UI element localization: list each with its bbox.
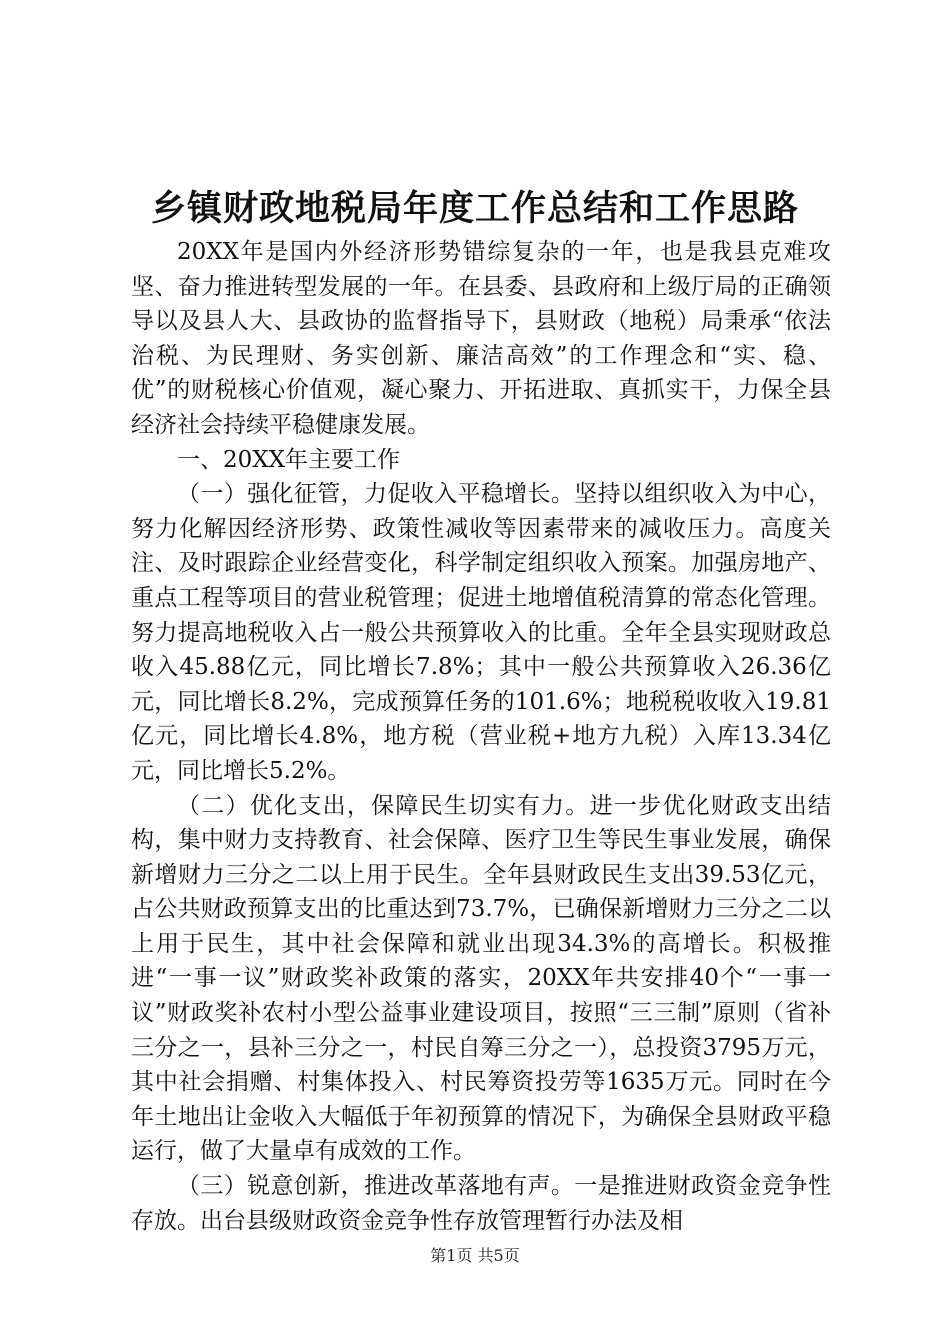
- section-paragraph-reform: （三）锐意创新，推进改革落地有声。一是推进财政资金竞争性存放。出台县级财政资金竞争性存放管理暂行办法及相: [131, 1173, 831, 1234]
- page-footer: 第1页 共5页: [430, 1246, 520, 1265]
- document-body: [131, 235, 831, 1238]
- section-heading: 一、20XX年主要工作: [177, 446, 401, 473]
- section-paragraph-expenditure: （二）优化支出，保障民生切实有力。进一步优化财政支出结构，集中财力支持教育、社会保障、医疗卫生等民生事业发展，确保新增财力三分之二以上用于民生。全年县财政民生支出39.53亿元，占公共财政预算支出的比重达到73.7%，已确保新增财力三分之二以上用于民生，其中社会保障和就业出现34.3%的高增长。积极推进“一事一议”财政奖补政策的落实，20XX年共安排40个“一事一议”财政奖补农村小型公益事业建设项目，按照“三三制”原则（省补三分之一，县补三分之一，村民自筹三分之一），总投资3795万元，其中社会捐赠、村集体投入、村民筹资投劳等1635万元。同时在今年土地出让金收入大幅低于年初预算的情况下，为确保全县财政平稳运行，做了大量卓有成效的工作。: [131, 792, 831, 1165]
- document-title: 乡镇财政地税局年度工作总结和工作思路: [150, 188, 799, 229]
- intro-paragraph: 20XX年是国内外经济形势错综复杂的一年，也是我县克难攻坚、奋力推进转型发展的一年。在县委、县政府和上级厅局的正确领导以及县人大、县政协的监督指导下，县财政（地税）局秉承“依法治税、为民理财、务实创新、廉洁高效”的工作理念和“实、稳、优”的财税核心价值观，凝心聚力、开拓进取、真抓实干，力保全县经济社会持续平稳健康发展。: [131, 239, 831, 438]
- section-paragraph-revenue: （一）强化征管，力促收入平稳增长。坚持以组织收入为中心，努力化解因经济形势、政策性减收等因素带来的减收压力。高度关注、及时跟踪企业经营变化，科学制定组织收入预案。加强房地产、重点工程等项目的营业税管理；促进土地增值税清算的常态化管理。努力提高地税收入占一般公共预算收入的比重。全年全县实现财政总收入45.88亿元，同比增长7.8%；其中一般公共预算收入26.36亿元，同比增长8.2%，完成预算任务的101.6%；地税税收收入19.81亿元，同比增长4.8%，地方税（营业税+地方九税）入库13.34亿元，同比增长5.2%。: [131, 481, 831, 784]
